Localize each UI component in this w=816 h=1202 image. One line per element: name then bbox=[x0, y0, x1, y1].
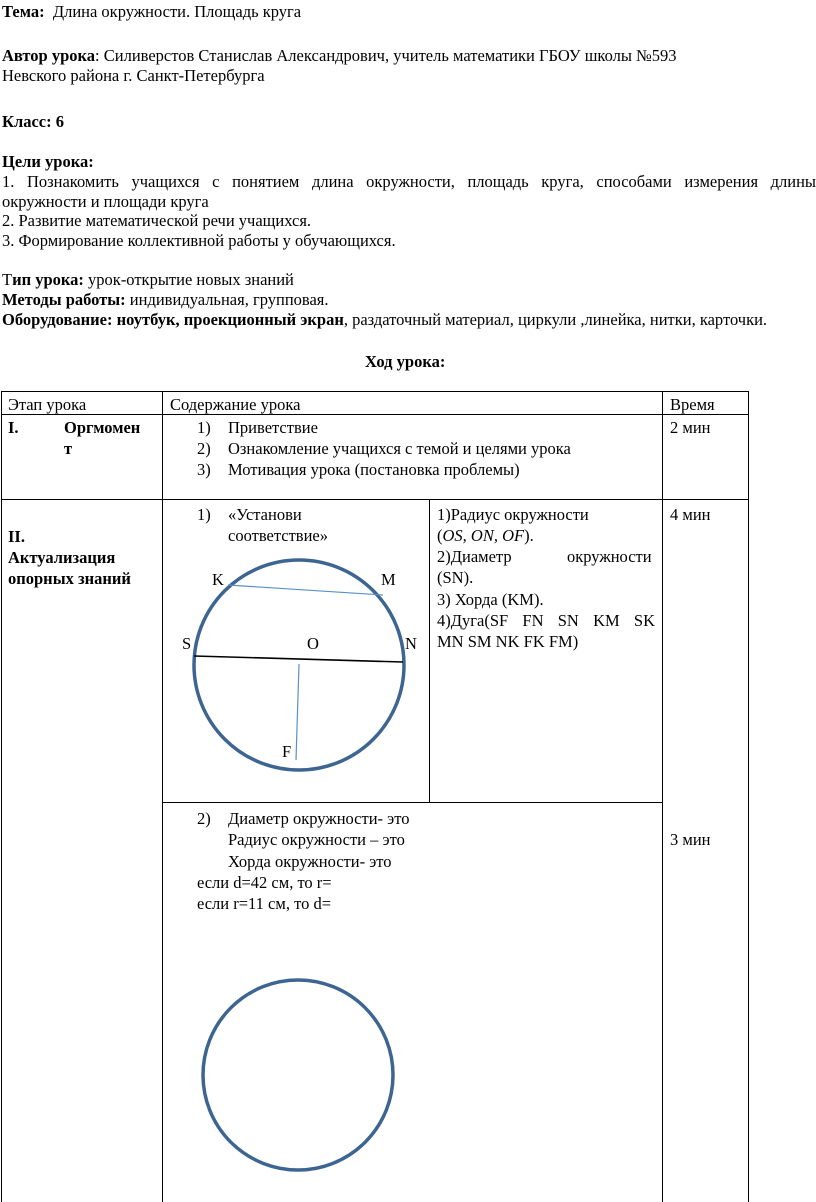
stage2-time-1: 4 мин bbox=[670, 505, 711, 524]
topic-label: Тема: bbox=[2, 2, 45, 21]
task2-extra: если d=42 см, то r= bbox=[197, 873, 332, 892]
stage2-title: Актуализация bbox=[8, 548, 116, 567]
radius-values: OS, ON, OF bbox=[442, 526, 525, 545]
stage2-time-2: 3 мин bbox=[670, 830, 711, 849]
point-f-label: F bbox=[282, 742, 292, 761]
lesson-type-value: урок-открытие новых знаний bbox=[83, 270, 294, 289]
point-n-label: N bbox=[405, 634, 417, 653]
task1-num: 1) bbox=[197, 505, 211, 524]
task2-line: Хорда окружности- это bbox=[228, 852, 392, 871]
goal-1-cont: окружности и площади круга bbox=[2, 192, 209, 211]
task1-title: «Установи bbox=[228, 505, 302, 524]
methods-value: индивидуальная, групповая. bbox=[125, 290, 329, 309]
header-stage: Этап урока bbox=[8, 395, 87, 414]
task2-num: 2) bbox=[197, 809, 211, 828]
stage2-title-cont: опорных знаний bbox=[8, 569, 131, 588]
answer-diameter-word: окружности bbox=[567, 547, 652, 566]
point-k-label: K bbox=[212, 570, 224, 589]
answer-diameter-value: (SN). bbox=[437, 568, 474, 587]
stage1-item: Ознакомление учащихся с темой и целями урока bbox=[228, 439, 571, 458]
answer-diameter: 2)Диаметр bbox=[437, 547, 512, 566]
point-m-label: M bbox=[381, 570, 396, 589]
stage1-item: Мотивация урока (постановка проблемы) bbox=[228, 460, 520, 479]
task2-extra: если r=11 см, то d= bbox=[197, 894, 331, 913]
class-label: Класс: 6 bbox=[2, 112, 64, 131]
stage1-item-num: 3) bbox=[197, 460, 211, 479]
answer-radius-values: (OS, ON, OF). bbox=[437, 526, 534, 545]
point-s-label: S bbox=[182, 634, 192, 653]
header-content: Содержание урока bbox=[170, 395, 301, 414]
answer-chord: 3) Хорда (KM). bbox=[437, 590, 544, 609]
author-label: Автор урока bbox=[2, 46, 96, 65]
stage2-number: II. bbox=[8, 527, 25, 546]
goal-3: 3. Формирование коллективной работы у обучающихся. bbox=[2, 231, 396, 250]
author-value: : Силиверстов Станислав Александрович, учитель математики ГБОУ школы №593 bbox=[95, 46, 677, 65]
lesson-type-label: ип урока: bbox=[12, 270, 84, 289]
topic-value: Длина окружности. Площадь круга bbox=[52, 2, 302, 21]
methods-label: Методы работы: bbox=[2, 290, 126, 309]
answer-arc-cont: MN SM NK FK FM) bbox=[437, 632, 579, 651]
stage1-title: Оргмомен bbox=[64, 418, 141, 437]
task2-line: Диаметр окружности- это bbox=[228, 809, 410, 828]
equipment-value: , раздаточный материал, циркули ,линейка, нитки, карточки. bbox=[343, 310, 768, 329]
point-o-label: O bbox=[307, 634, 319, 653]
stage1-title-cont: т bbox=[64, 439, 73, 458]
header-time: Время bbox=[670, 395, 715, 414]
answer-arc: 4)Дуга(SF FN SN KM SK bbox=[437, 611, 655, 630]
stage1-time: 2 мин bbox=[670, 418, 711, 437]
stage1-item-num: 1) bbox=[197, 418, 211, 437]
goal-2: 2. Развитие математической речи учащихся. bbox=[2, 211, 312, 230]
stage1-number: I. bbox=[8, 418, 19, 437]
stage1-item: Приветствие bbox=[228, 418, 318, 437]
goal-1: 1. Познакомить учащихся с понятием длина окружности, площадь круга, способами измерения длины bbox=[2, 172, 816, 191]
task2-line: Радиус окружности – это bbox=[228, 830, 405, 849]
author-line-2: Невского района г. Санкт-Петербурга bbox=[2, 66, 265, 85]
equipment-label: Оборудование: ноутбук, проекционный экран bbox=[2, 310, 344, 329]
lesson-type-t: Т bbox=[2, 270, 13, 289]
course-title: Ход урока: bbox=[365, 352, 446, 371]
answer-radius: 1)Радиус окружности bbox=[437, 505, 589, 524]
empty-circle-outline bbox=[203, 980, 393, 1170]
task1-title-cont: соответствие» bbox=[228, 526, 328, 545]
goals-label: Цели урока: bbox=[2, 152, 94, 171]
stage1-item-num: 2) bbox=[197, 439, 211, 458]
